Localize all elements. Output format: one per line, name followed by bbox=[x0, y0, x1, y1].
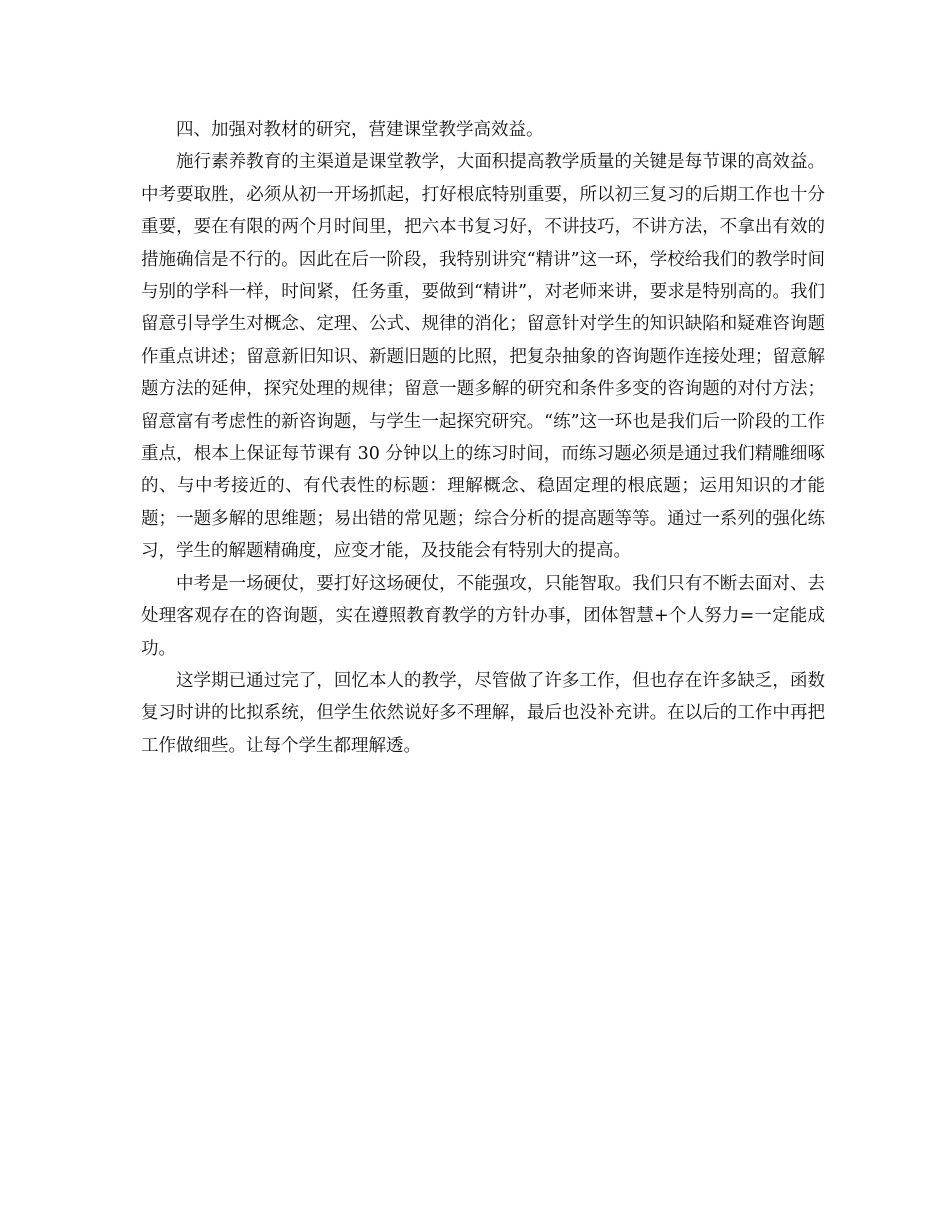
paragraph: 施行素养教育的主渠道是课堂教学，大面积提高教学质量的关键是每节课的高效益。中考要取胜，必须从初一开场抓起，打好根底特别重要，所以初三复习的后期工作也十分重要，要在有限的两个月时间里，把六本书复习好，不讲技巧，不讲方法，不拿出有效的措施确信是不行的。因此在后一阶段，我特别讲究“精讲”这一环，学校给我们的教学时间与别的学科一样，时间紧，任务重，要做到“精讲”，对老师来讲，要求是特别高的。我们留意引导学生对概念、定理、公式、规律的消化；留意针对学生的知识缺陷和疑难咨询题作重点讲述；留意新旧知识、新题旧题的比照，把复杂抽象的咨询题作连接处理；留意解题方法的延伸，探究处理的规律；留意一题多解的研究和条件多变的咨询题的对付方法；留意富有考虑性的新咨询题，与学生一起探究研究。“练”这一环也是我们后一阶段的工作重点，根本上保证每节课有 30 分钟以上的练习时间，而练习题必须是通过我们精雕细啄的、与中考接近的、有代表性的标题：理解概念、稳固定理的根底题；运用知识的才能题；一题多解的思维题；易出错的常见题；综合分析的提高题等等。通过一系列的强化练习，学生的解题精确度，应变才能，及技能会有特别大的提高。 bbox=[141, 152, 825, 562]
paragraph: 这学期已通过完了，回忆本人的教学，尽管做了许多工作，但也存在许多缺乏，函数复习时讲的比拟系统，但学生依然说好多不理解，最后也没补充讲。在以后的工作中再把工作做细些。让每个学生都理解透。 bbox=[141, 670, 825, 756]
section-heading: 四、加强对教材的研究，营建课堂教学高效益。 bbox=[176, 120, 544, 140]
paragraph: 中考是一场硬仗，要打好这场硬仗，不能强攻，只能智取。我们只有不断去面对、去处理客观存在的咨询题，实在遵照教育教学的方针办事，团体智慧+个人努力=一定能成功。 bbox=[141, 573, 825, 659]
document-body bbox=[141, 114, 825, 762]
